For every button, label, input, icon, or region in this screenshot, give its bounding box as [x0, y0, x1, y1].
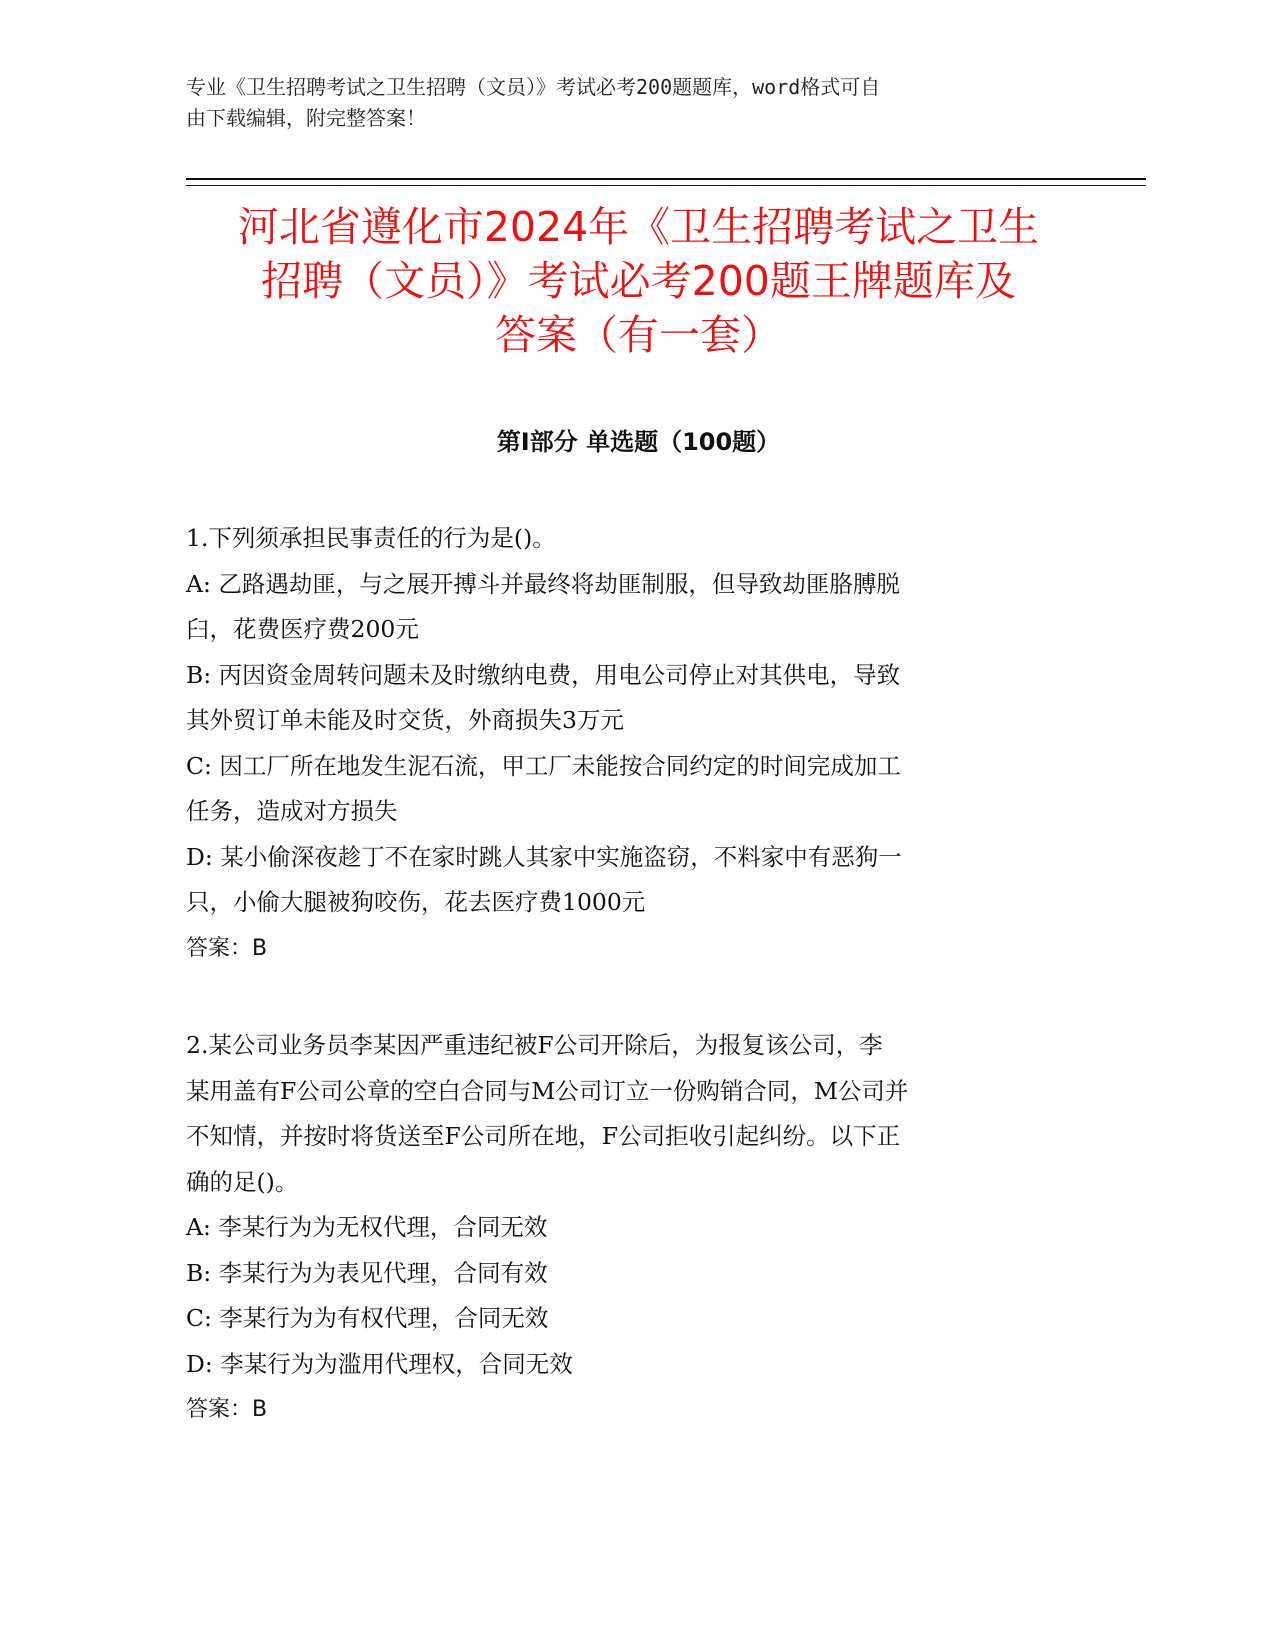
- option-b-line-1: B: 丙因资金周转问题未及时缴纳电费，用电公司停止对其供电，导致: [186, 660, 901, 689]
- header-divider-thin: [186, 185, 1146, 186]
- document-title-line-1: 河北省遵化市2024年《卫生招聘考试之卫生: [237, 203, 1040, 251]
- document-title-line-2: 招聘（文员）》考试必考200题王牌题库及: [261, 257, 1016, 305]
- option-d-line-1: D: 某小偷深夜趁丁不在家时跳人其家中实施盗窃，不料家中有恶狗一: [186, 842, 902, 871]
- option-a: A: 李某行为为无权代理，合同无效: [186, 1213, 548, 1241]
- header-divider-thick: [186, 178, 1146, 180]
- question-stem: 1.下列须承担民事责任的行为是()。: [186, 524, 556, 552]
- option-a-line-1: A: 乙路遇劫匪，与之展开搏斗并最终将劫匪制服，但导致劫匪胳膊脱: [186, 569, 900, 598]
- header-note: [186, 72, 1066, 134]
- document-title-line-3: 答案（有一套）: [495, 311, 782, 359]
- option-b: B: 李某行为为表见代理，合同有效: [186, 1258, 548, 1287]
- answer-label: 答案：B: [186, 1397, 268, 1422]
- option-c-line-2: 任务，造成对方损失: [186, 797, 398, 825]
- header-note-line-2: 由下载编辑，附完整答案！: [186, 106, 426, 130]
- answer-label: 答案：B: [186, 935, 268, 961]
- header-note-line-1: 专业《卫生招聘考试之卫生招聘（文员）》考试必考200题题库，word格式可自: [186, 75, 881, 99]
- option-c: C: 李某行为为有权代理，合同无效: [186, 1304, 549, 1332]
- question-1: [186, 516, 1086, 971]
- section-heading: 第Ⅰ部分 单选题（100题）: [496, 428, 781, 456]
- question-2: [186, 1023, 1086, 1433]
- question-stem-line-2: 某用盖有F公司公章的空白合同与M公司订立一份购销合同，M公司并: [186, 1076, 909, 1105]
- question-stem-line-4: 确的足()。: [186, 1167, 299, 1196]
- option-b-line-2: 其外贸订单未能及时交货，外商损失3万元: [186, 706, 624, 734]
- question-stem-line-1: 2.某公司业务员李某因严重违纪被F公司开除后，为报复该公司，李: [186, 1031, 883, 1059]
- option-d-line-2: 只，小偷大腿被狗咬伤，花去医疗费1000元: [186, 888, 646, 916]
- option-c-line-1: C: 因工厂所在地发生泥石流，甲工厂未能按合同约定的时间完成加工: [186, 751, 901, 780]
- document-title: [186, 200, 1091, 362]
- question-stem-line-3: 不知情，并按时将货送至F公司所在地，F公司拒收引起纠纷。以下正: [186, 1122, 901, 1150]
- option-a-line-2: 臼，花费医疗费200元: [186, 615, 419, 643]
- option-d: D: 李某行为为滥用代理权，合同无效: [186, 1349, 573, 1378]
